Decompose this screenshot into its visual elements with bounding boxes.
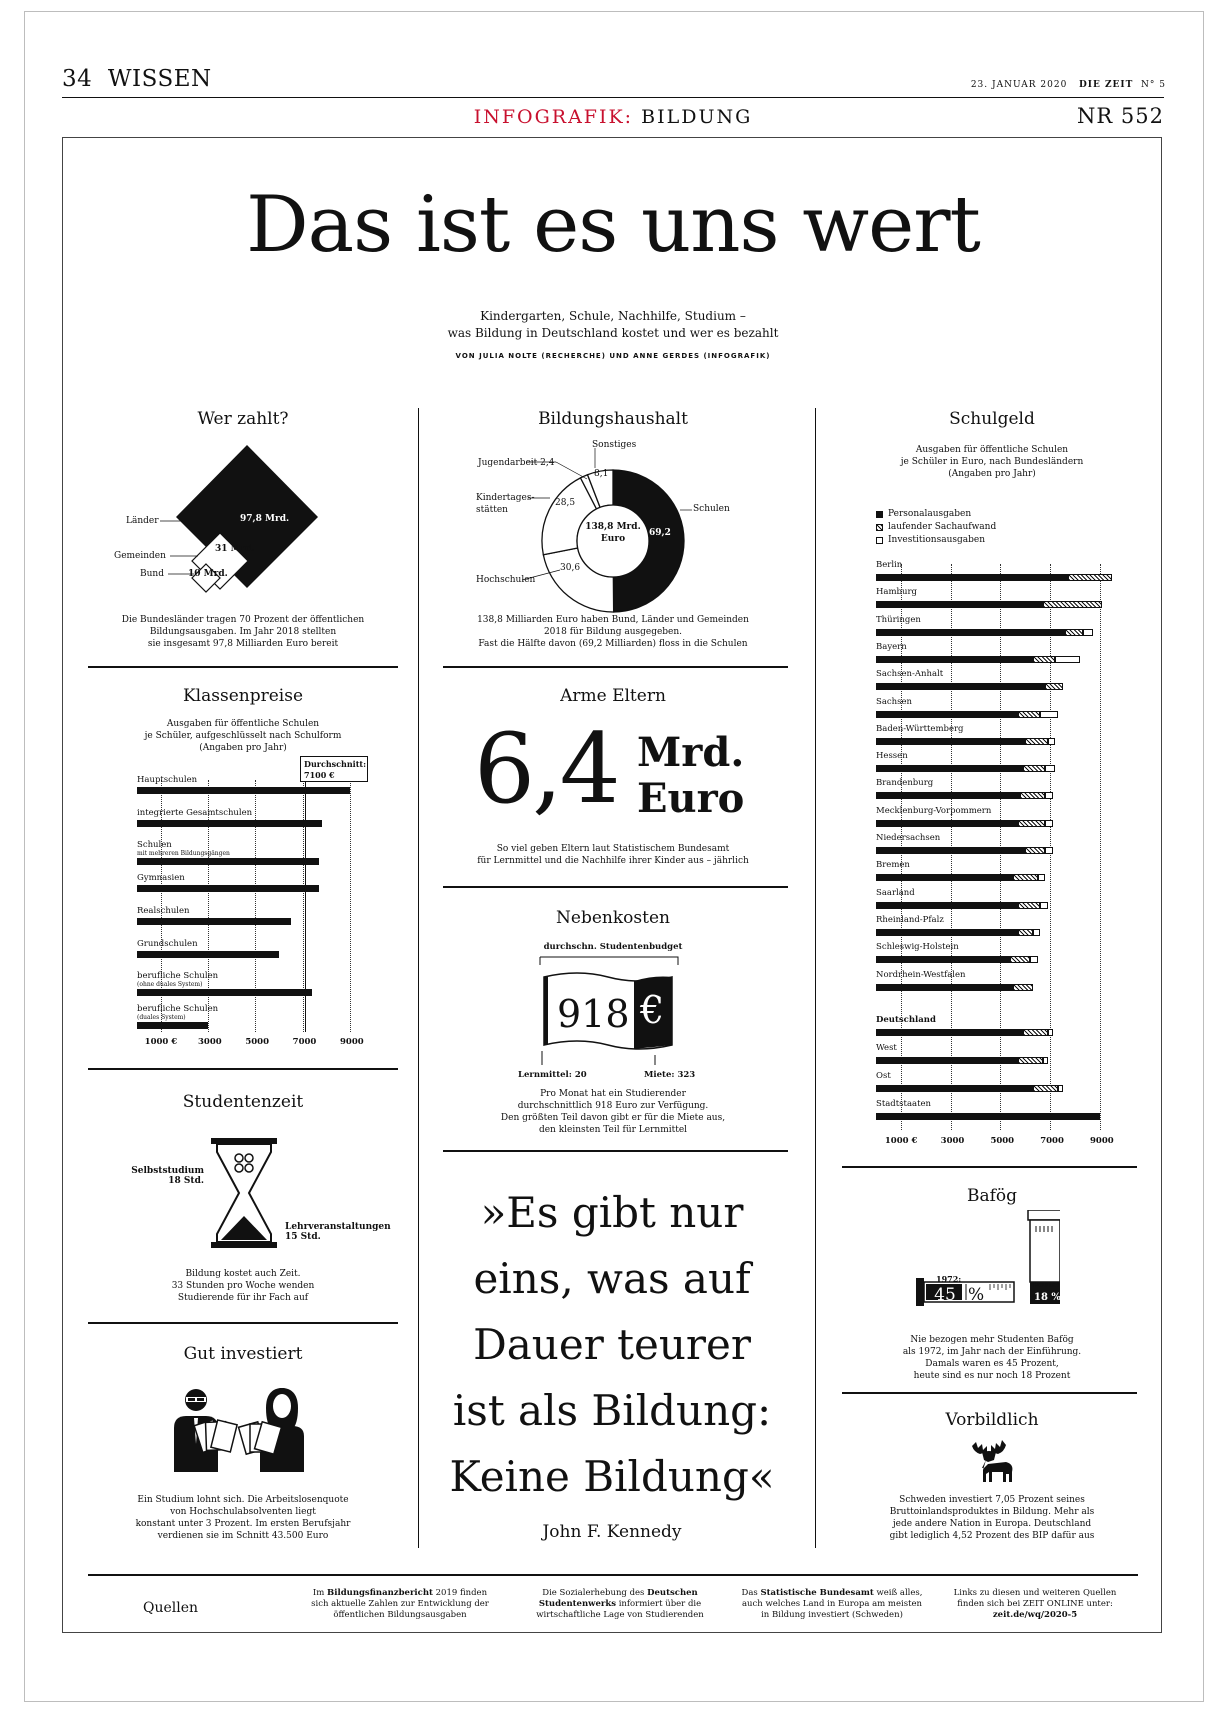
category-label: Gymnasien [137,873,185,884]
category-label: Sachsen [876,696,912,707]
legend-swatch-personal [876,511,883,518]
category-label: Mecklenburg-Vorpommern [876,805,992,816]
source-line: in Bildung investiert (Schweden) [761,1610,903,1620]
bar-sachaufwand [1018,711,1040,718]
bildungshaushalt-title: Bildungshaushalt [538,409,688,429]
caption-line: So viel geben Eltern laut Statistischem Bundesamt [496,844,730,854]
header-rule [62,97,1164,98]
bafoeg-heute-value: 18 % [1034,1292,1061,1303]
laender-value: 97,8 Mrd. [240,514,290,524]
source-studentenwerk [520,1588,720,1621]
quellen-label: Quellen [143,1600,199,1616]
selbststudium-title: Selbststudium [131,1166,204,1176]
bildungshaushalt-caption [443,614,783,650]
bar-personal [876,601,1043,608]
kita-label-line: Kindertages- [476,493,535,503]
byline: VON JULIA NOLTE (RECHERCHE) UND ANNE GERDES (INFOGRAFIK) [455,352,771,360]
bafoeg-heute-label: heute: [1033,1280,1060,1289]
source-bildungsfinanzbericht [300,1588,500,1621]
arme-eltern-title: Arme Eltern [560,686,666,706]
source-line: wirtschaftliche Lage von Studierenden [536,1610,704,1620]
infographic-number: NR 552 [1077,104,1164,128]
bar-investition [1045,847,1052,854]
bar-investition [1043,1057,1048,1064]
unit-line-1: Mrd. [637,729,745,776]
tick-label: 3000 [940,1136,965,1146]
miete-label: Miete: 323 [644,1070,696,1080]
hochschulen-label: Hochschulen [476,575,536,585]
bar-personal [876,1029,1023,1036]
quote-author: John F. Kennedy [542,1522,682,1542]
bar [137,1022,208,1029]
caption-line: Die Bundesländer tragen 70 Prozent der öffentlichen [121,615,365,625]
bar-sachaufwand [1025,738,1047,745]
bafoeg-title: Bafög [966,1186,1018,1206]
lehr-hours: 15 Std. [285,1232,321,1242]
money-fan-left [194,1420,237,1453]
graduates-money-icon [168,1384,318,1474]
source-highlight: Deutschen [647,1588,698,1598]
bafoeg-1972-value: 45 [934,1285,956,1305]
pie-center-unit: Euro [600,534,626,544]
source-line [300,1588,500,1599]
category-label: Rheinland-Pfalz [876,914,944,925]
tick-label: 7000 [1040,1136,1064,1146]
category-label: Niedersachsen [876,833,941,843]
bar-investition [1048,1029,1053,1036]
bar [137,918,291,925]
wer-zahlt-title: Wer zahlt? [197,409,289,429]
section-rule [842,1166,1137,1168]
column-divider-left [418,408,419,1548]
sonstiges-value: 8,1 [594,469,609,479]
category-sublabel: (duales System) [137,1013,186,1021]
arme-eltern-unit [637,730,744,822]
tick-label: 7000 [292,1037,317,1047]
bar [137,787,350,794]
klassenpreise-title: Klassenpreise [182,686,304,706]
category-sublabel: mit mehreren Bildungsgängen [137,850,230,858]
tick-label: 1000 € [144,1037,178,1047]
bar-sachaufwand [1018,929,1033,936]
category-label: Bremen [876,860,910,871]
caption-line: 33 Stunden pro Woche wenden [171,1281,315,1291]
category-label: Stadtstaaten [876,1098,931,1109]
vorbildlich-caption [842,1494,1142,1542]
moose-icon [966,1438,1016,1484]
category-label: Thüringen [876,614,921,625]
caption-line: konstant unter 3 Prozent. Im ersten Berufsjahr [135,1519,351,1529]
bar-investition [1045,820,1052,827]
bar-sachaufwand [1013,874,1038,881]
bar-personal [876,1085,1033,1092]
source-text: 2019 finden [432,1588,488,1598]
caption-line: Studierende für ihr Fach auf [177,1293,309,1303]
source-text: informiert über die [616,1599,702,1609]
source-text: Im [312,1588,328,1598]
rubrik-label: INFOGRAFIK: [473,106,634,128]
bar-investition [1030,956,1037,963]
caption-line: den kleinsten Teil für Lernmittel [538,1125,688,1135]
caption-line: je Schüler in Euro, nach Bundesländern [900,457,1084,467]
bar-personal [876,738,1025,745]
subtitle-line-1: Kindergarten, Schule, Nachhilfe, Studium – [480,309,746,323]
tick-label: 5000 [990,1136,1015,1146]
bar-personal [876,902,1018,909]
category-label: Deutschland [876,1014,936,1025]
bar-personal [876,956,1010,963]
source-line: finden sich bei ZEIT ONLINE unter: [957,1599,1113,1609]
caption-line: je Schüler, aufgeschlüsselt nach Schulform [144,731,342,741]
caption-line: Nie bezogen mehr Studenten Bafög [910,1335,1074,1345]
caption-line: Ein Studium lohnt sich. Die Arbeitslosenquote [137,1495,349,1505]
source-link[interactable]: zeit.de/wq/2020-5 [992,1610,1078,1620]
source-text: Die Sozialerhebung des [542,1588,648,1598]
wer-zahlt-caption [88,614,398,650]
caption-line: Pro Monat hat ein Studierender [540,1089,686,1099]
issue-date: 23. JANUAR 2020 [970,80,1068,90]
tick-label: 9000 [340,1037,364,1047]
bar-sachaufwand [1045,683,1062,690]
average-label: Durchschnitt: [304,759,367,769]
schulen-value: 69,2 [649,528,671,538]
caption-line: jede andere Nation in Europa. Deutschland [892,1519,1092,1529]
source-line [727,1588,937,1599]
gridline [350,780,351,1032]
caption-line: Bildungsausgaben. Im Jahr 2018 stellten [149,627,337,637]
rubrik [0,106,1226,128]
bar-sachaufwand [1018,902,1040,909]
caption-line: Schweden investiert 7,05 Prozent seines [899,1495,1085,1505]
section-name: WISSEN [107,66,212,92]
bar-investition [1038,874,1045,881]
column-divider-right [815,408,816,1548]
subtitle-line-2: was Bildung in Deutschland kostet und wer es bezahlt [447,326,779,340]
category-label: Hessen [876,751,908,762]
bar-sachaufwand [1020,792,1045,799]
gridline [1100,564,1101,1130]
page-number: 34 [62,66,93,92]
selbststudium-hours: 18 Std. [168,1176,204,1186]
tick-label: 3000 [198,1037,222,1047]
rubrik-topic: BILDUNG [641,106,753,128]
issue-number: N° 5 [1141,80,1166,90]
section-rule [842,1392,1137,1394]
section-rule [443,1150,788,1152]
source-zeit-online [940,1588,1130,1621]
category-sublabel: (ohne duales System) [137,981,203,989]
source-highlight: Statistische Bundesamt [760,1588,874,1598]
kita-label-line: stätten [476,505,508,515]
category-label: Berlin [876,560,903,570]
average-box [300,756,368,782]
tick-label: 9000 [1090,1136,1114,1146]
unit-line-2: Euro [637,775,745,822]
caption-line: Damals waren es 45 Prozent, [925,1359,1059,1369]
category-label: Ost [876,1070,891,1081]
subtitle [0,308,1226,342]
gemeinden-label: Gemeinden [114,551,166,561]
gut-investiert-title: Gut investiert [183,1344,303,1364]
tick-label: 1000 € [884,1136,918,1146]
bar-investition [1083,629,1093,636]
bar-sachaufwand [1010,956,1030,963]
caption-line: (Angaben pro Jahr) [948,469,1036,479]
bar-personal [876,683,1045,690]
category-label: Schleswig-Holstein [876,942,959,953]
source-highlight: Bildungsfinanzbericht [327,1588,433,1598]
bar-investition [1045,792,1052,799]
source-line: auch welches Land in Europa am meisten [741,1599,923,1609]
bar-personal [876,984,1013,991]
bar-personal [876,1113,1100,1120]
lehrveranstaltungen-label [285,1222,391,1242]
bar-personal [876,792,1020,799]
average-value: 7100 € [304,770,335,780]
bar [137,951,279,958]
caption-line: 138,8 Milliarden Euro haben Bund, Länder und Gemeinden [477,615,749,625]
hourglass-icon [205,1136,285,1250]
category-label: Brandenburg [876,778,934,789]
bund-value: 10 Mrd. [188,569,228,579]
bar-sachaufwand [1023,1029,1048,1036]
bar-investition [1040,902,1047,909]
bar [137,989,312,996]
caption-line: sie insgesamt 97,8 Milliarden Euro bereit [147,639,339,649]
caption-line: 2018 für Bildung ausgegeben. [543,627,683,637]
bafoeg-percent: % [968,1285,985,1305]
pie-center-value: 138,8 Mrd. [585,522,641,532]
bar-investition [1048,738,1055,745]
bar-sachaufwand [1023,765,1045,772]
section-rule [88,1322,398,1324]
source-highlight: Studentenwerks [538,1599,617,1609]
caption-line: als 1972, im Jahr nach der Einführung. [902,1347,1082,1357]
bar-personal [876,929,1018,936]
bar-sachaufwand [1033,656,1055,663]
bar-personal [876,1057,1018,1064]
arme-eltern-caption [443,843,783,867]
category-label: Hamburg [876,587,917,598]
source-text: weiß alles, [873,1588,923,1598]
pie-leader-lines [470,430,710,600]
bar [137,820,322,827]
bar-personal [876,874,1013,881]
section-rule [443,666,788,668]
bafoeg-caption [842,1334,1142,1382]
caption-line: gibt lediglich 4,52 Prozent des BIP dafür aus [889,1531,1095,1541]
bar-personal [876,656,1033,663]
bar [137,858,319,865]
budget-amount: 918 [557,992,630,1036]
bar-personal [876,711,1018,718]
issue-info [971,80,1166,90]
category-label: Saarland [876,887,915,898]
bar-investition [1055,656,1080,663]
source-text: Das [741,1588,761,1598]
tick-label: 5000 [245,1037,269,1047]
source-bundesamt [727,1588,937,1621]
bar-investition [1033,929,1040,936]
category-label: Grundschulen [137,938,198,949]
legend-swatch-sach [876,524,883,531]
bafoeg-1972-label: 1972: [936,1274,962,1284]
caption-line: Den größten Teil davon gibt er für die Miete aus, [500,1113,726,1123]
bar-investition [1045,765,1055,772]
legend-swatch-invest [876,537,883,544]
studentenzeit-caption [88,1268,398,1304]
klassenpreise-caption [88,718,398,754]
gemeinden-value: 31 Mrd. [215,544,255,554]
bar-sachaufwand [1033,1085,1058,1092]
caption-line: Ausgaben für öffentliche Schulen [915,445,1069,455]
caption-line: Bildung kostet auch Zeit. [185,1269,301,1279]
bar [137,885,319,892]
jugendarbeit-label: Jugendarbeit 2,4 [478,458,555,468]
lehr-title: Lehrveranstaltungen [285,1222,391,1232]
sonstiges-label: Sonstiges [592,440,637,450]
studentenzeit-title: Studentenzeit [182,1092,304,1112]
source-line [520,1599,720,1610]
bund-label: Bund [140,569,164,579]
schulgeld-title: Schulgeld [949,409,1035,429]
bar-sachaufwand [1068,574,1113,581]
bar-investition [1058,1085,1063,1092]
category-label: Hauptschulen [137,775,198,785]
paper-name: DIE ZEIT [1078,80,1134,90]
source-line [520,1588,720,1599]
category-label: integrierte Gesamtschulen [137,807,253,818]
bar-sachaufwand [1065,629,1082,636]
page-header [62,66,212,92]
category-label: Nordrhein-Westfalen [876,969,966,980]
source-line: öffentlichen Bildungsausgaben [333,1610,467,1620]
category-label: berufliche Schulen [137,971,219,982]
bar-personal [876,765,1023,772]
kennedy-quote: »Es gibt nur eins, was auf Dauer teurer ist als Bildung: Keine Bildung« [449,1188,775,1501]
euro-sign: € [640,988,665,1032]
bar-sachaufwand [1043,601,1103,608]
bar-sachaufwand [1018,1057,1043,1064]
nebenkosten-caption [443,1088,783,1136]
caption-line: für Lernmittel und die Nachhilfe ihrer Kinder aus – jährlich [477,856,749,866]
category-label: Baden-Württemberg [876,723,964,734]
category-label: Sachsen-Anhalt [876,669,944,680]
caption-line: heute sind es nur noch 18 Prozent [913,1371,1071,1381]
arme-eltern-number: 6,4 [474,713,618,825]
footer-rule [88,1574,1138,1576]
nebenkosten-label: durchschn. Studentenbudget [543,942,683,952]
category-label: Bayern [876,641,907,652]
source-line: Links zu diesen und weiteren Quellen [953,1588,1117,1598]
caption-line: durchschnittlich 918 Euro zur Verfügung. [517,1101,709,1111]
bar-personal [876,847,1025,854]
caption-line: von Hochschulabsolventen liegt [170,1507,316,1517]
source-line: sich aktuelle Zahlen zur Entwicklung der [311,1599,489,1609]
schulgeld-caption [842,444,1142,480]
bar-sachaufwand [1025,847,1045,854]
section-rule [88,666,398,668]
category-label: Realschulen [137,905,190,916]
page-title: Das ist es uns wert [246,180,980,270]
legend-invest: Investitionsausgaben [888,535,985,545]
category-label: berufliche Schulen [137,1003,219,1014]
bar-sachaufwand [1013,984,1033,991]
legend-sach: laufender Sachaufwand [888,522,997,532]
category-label: Schulen [137,840,172,851]
bar-investition [1040,711,1057,718]
bar-personal [876,629,1065,636]
caption-line: Fast die Hälfte davon (69,2 Milliarden) floss in die Schulen [478,639,748,649]
caption-line: verdienen sie im Schnitt 43.500 Euro [157,1531,329,1541]
category-label: West [876,1042,897,1053]
hochschulen-value: 30,6 [560,563,581,573]
vorbildlich-title: Vorbildlich [945,1410,1039,1430]
bar-personal [876,820,1018,827]
lernmittel-label: Lernmittel: 20 [518,1070,587,1080]
selbststudium-label [130,1166,204,1186]
caption-line: Bruttoinlandsproduktes in Bildung. Mehr als [889,1507,1095,1517]
laender-label: Länder [126,516,159,526]
bar-sachaufwand [1018,820,1045,827]
section-rule [88,1068,398,1070]
schulen-label: Schulen [693,504,730,514]
caption-line: Ausgaben für öffentliche Schulen [166,719,320,729]
money-fan-right [239,1422,282,1454]
bar-personal [876,574,1068,581]
kita-value: 28,5 [555,498,576,508]
nebenkosten-title: Nebenkosten [556,908,670,928]
section-rule [443,886,788,888]
caption-line: (Angaben pro Jahr) [199,743,287,753]
gut-investiert-caption [88,1494,398,1542]
legend-personal: Personalausgaben [888,509,972,519]
